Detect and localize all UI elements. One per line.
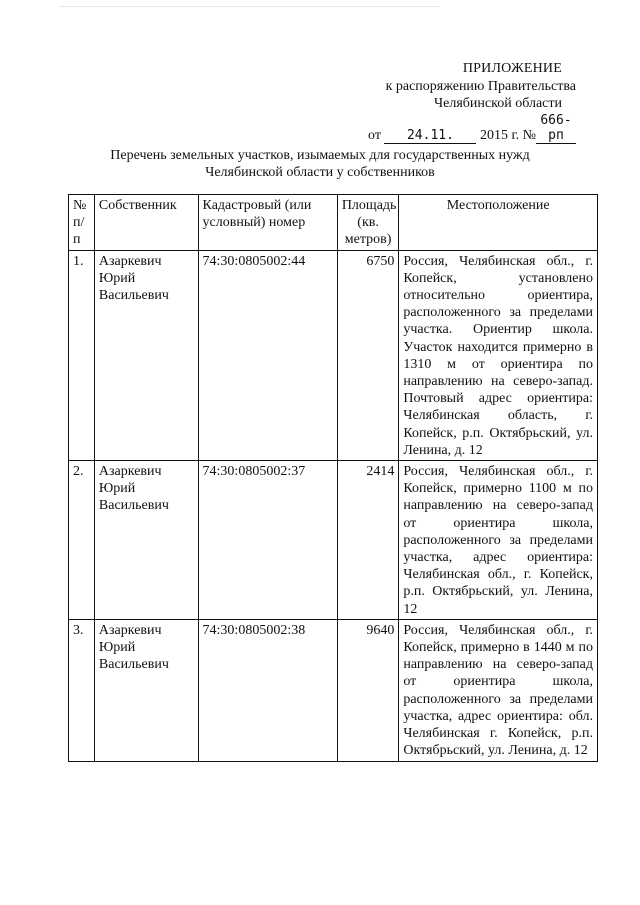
row-cadastral: 74:30:0805002:37 xyxy=(198,461,337,620)
appendix-title: ПРИЛОЖЕНИЕ xyxy=(462,61,562,76)
order-number: 666-рп xyxy=(536,113,576,144)
row-area: 6750 xyxy=(337,250,399,460)
row-area: 9640 xyxy=(337,619,399,761)
row-cadastral: 74:30:0805002:38 xyxy=(198,619,337,761)
appendix-line-1: к распоряжению Правительства xyxy=(385,78,576,94)
row-location: Россия, Челябинская обл., г. Копейск, установлено относительно ориентира, расположенного за пределами участка. Ориентир школа. Участок находится примерно в 1310 м от ориентира по направлению на северо-запад. Почтовый адрес ориентира: Челябинская область, г. Копейск, р.п. Октябрьский, ул. Ленина, д. 12 xyxy=(399,250,598,460)
appendix-header xyxy=(276,60,576,144)
order-date: 24.11. xyxy=(384,128,476,144)
row-location: Россия, Челябинская обл., г. Копейск, примерно в 1440 м по направлению на северо-запад от ориентира школа, расположенного за пределами участка, адрес ориентира: обл. Челябинская г. Копейск, р.п. Октябрьский, ул. Ленина, д. 12 xyxy=(399,619,598,761)
document-caption xyxy=(80,147,560,181)
table-row xyxy=(69,250,598,460)
table-row xyxy=(69,461,598,620)
row-num: 1. xyxy=(69,250,95,460)
appendix-line-2: Челябинской области xyxy=(434,96,562,111)
row-area: 2414 xyxy=(337,461,399,620)
row-owner: Азаркевич Юрий Васильевич xyxy=(94,461,198,620)
row-location: Россия, Челябинская обл., г. Копейск, примерно 1100 м по направлению на северо-запад от ориентира школа, расположенного за пределами участка, адрес ориентира: Челябинская обл., г. Копейск, р.п. Октябрьский, ул. Ленина, 12 xyxy=(399,461,598,620)
row-num: 2. xyxy=(69,461,95,620)
scan-artifact xyxy=(60,6,440,10)
order-g-label: г. № xyxy=(511,127,536,143)
from-label: от xyxy=(368,127,381,143)
row-num: 3. xyxy=(69,619,95,761)
table-row xyxy=(69,619,598,761)
table-header-row xyxy=(69,195,598,251)
caption-line-1: Перечень земельных участков, изымаемых для государственных нужд xyxy=(110,148,530,163)
row-cadastral: 74:30:0805002:44 xyxy=(198,250,337,460)
land-plots-table xyxy=(68,194,598,762)
header-location: Местоположение xyxy=(399,195,598,251)
header-num: № п/п xyxy=(69,195,95,251)
row-owner: Азаркевич Юрий Васильевич xyxy=(94,250,198,460)
header-area: Площадь (кв. метров) xyxy=(337,195,399,251)
header-cadastral: Кадастровый (или условный) номер xyxy=(198,195,337,251)
row-owner: Азаркевич Юрий Васильевич xyxy=(94,619,198,761)
order-reference xyxy=(276,113,576,145)
order-year: 2015 xyxy=(479,127,508,143)
header-owner: Собственник xyxy=(94,195,198,251)
caption-line-2: Челябинской области у собственников xyxy=(205,165,435,180)
